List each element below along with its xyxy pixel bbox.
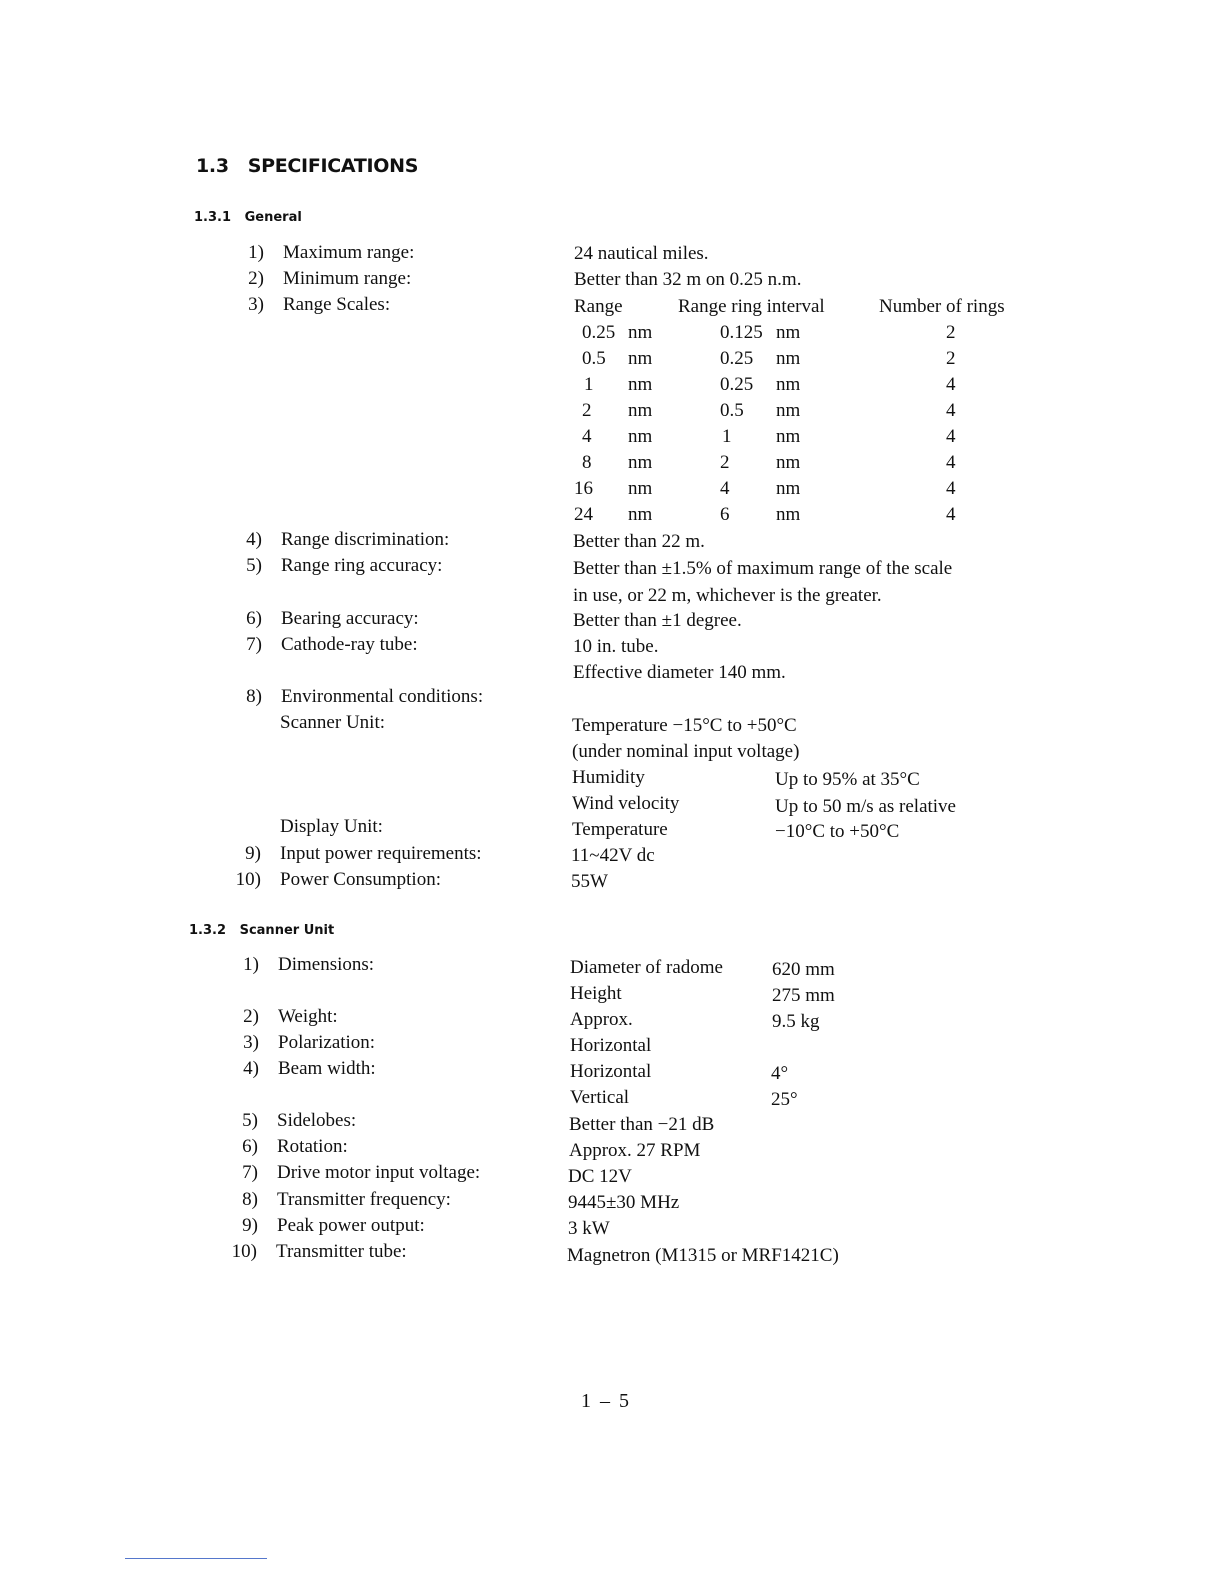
subsection-scanner-heading xyxy=(189,923,334,938)
spec-value: 24 nautical miles. xyxy=(574,243,709,264)
spec-label: Polarization: xyxy=(278,1032,376,1053)
table-cell-interval-unit: nm xyxy=(776,426,801,447)
spec-value: 11~42V dc xyxy=(571,845,655,866)
table-cell-range-unit: nm xyxy=(628,374,653,395)
spec-label: Dimensions: xyxy=(278,954,375,975)
subsection-number: 1.3.1 xyxy=(194,210,232,225)
spec-label: Bearing accuracy: xyxy=(281,608,419,629)
item-number: 8) xyxy=(246,686,262,707)
item-number: 7) xyxy=(242,1162,258,1183)
table-cell-interval: 1 xyxy=(722,426,732,447)
table-cell-rings: 4 xyxy=(946,374,956,395)
table-cell-interval: 0.5 xyxy=(720,400,744,421)
spec-label: Range Scales: xyxy=(283,294,391,315)
table-cell-range: 4 xyxy=(582,426,592,447)
item-number: 4) xyxy=(243,1058,259,1079)
table-cell-rings: 4 xyxy=(946,426,956,447)
spec-label: Rotation: xyxy=(277,1136,348,1157)
table-cell-rings: 2 xyxy=(946,348,956,369)
page-number: 1 – 5 xyxy=(581,1390,631,1412)
table-cell-interval: 6 xyxy=(720,504,730,525)
item-number: 9) xyxy=(242,1215,258,1236)
item-number: 2) xyxy=(248,268,264,289)
table-cell-range: 2 xyxy=(582,400,592,421)
spec-value: Approx. xyxy=(570,1009,633,1030)
table-cell-rings: 4 xyxy=(946,478,956,499)
section-number: 1.3 xyxy=(196,155,229,177)
spec-value: 9445±30 MHz xyxy=(568,1192,680,1213)
spec-extra: 275 mm xyxy=(772,985,835,1006)
table-cell-range-unit: nm xyxy=(628,426,653,447)
table-cell-rings: 4 xyxy=(946,400,956,421)
spec-value: Better than 32 m on 0.25 n.m. xyxy=(574,269,802,290)
item-number: 1) xyxy=(243,954,259,975)
spec-label: Peak power output: xyxy=(277,1215,425,1236)
spec-value: 10 in. tube. xyxy=(573,636,659,657)
table-cell-interval-unit: nm xyxy=(776,478,801,499)
item-number: 10) xyxy=(231,1241,257,1262)
table-cell-range-unit: nm xyxy=(628,400,653,421)
spec-label: Transmitter frequency: xyxy=(277,1189,451,1210)
item-number: 4) xyxy=(246,529,262,550)
spec-label: Maximum range: xyxy=(283,242,415,263)
table-cell-rings: 4 xyxy=(946,452,956,473)
table-cell-interval: 4 xyxy=(720,478,730,499)
item-number: 6) xyxy=(242,1136,258,1157)
spec-label: Range discrimination: xyxy=(281,529,450,550)
table-cell-interval-unit: nm xyxy=(776,400,801,421)
item-number: 7) xyxy=(246,634,262,655)
section-title: SPECIFICATIONS xyxy=(247,155,419,177)
table-header-interval: Range ring interval xyxy=(678,296,825,317)
spec-value: Vertical xyxy=(570,1087,630,1108)
spec-value: Diameter of radome xyxy=(570,957,723,978)
spec-label: Cathode-ray tube: xyxy=(281,634,418,655)
spec-value-continued: in use, or 22 m, whichever is the greater. xyxy=(573,585,882,606)
spec-label: Drive motor input voltage: xyxy=(277,1162,481,1183)
subsection-general-heading xyxy=(194,210,302,225)
item-number: 5) xyxy=(246,555,262,576)
spec-label: Range ring accuracy: xyxy=(281,555,443,576)
env-wind-value: Up to 50 m/s as relative xyxy=(775,796,956,817)
table-cell-range-unit: nm xyxy=(628,452,653,473)
env-humidity-label: Humidity xyxy=(572,767,645,788)
subsection-title: Scanner Unit xyxy=(239,923,335,938)
spec-value: Height xyxy=(570,983,622,1004)
spec-value: Better than 22 m. xyxy=(573,531,705,552)
spec-label: Weight: xyxy=(278,1006,338,1027)
table-cell-range: 24 xyxy=(574,504,593,525)
table-cell-range-unit: nm xyxy=(628,348,653,369)
item-number: 3) xyxy=(243,1032,259,1053)
bottom-divider xyxy=(125,1558,267,1559)
env-display-temperature-value: −10°C to +50°C xyxy=(775,821,900,842)
table-header-range: Range xyxy=(574,296,623,317)
table-cell-interval: 0.25 xyxy=(720,374,754,395)
spec-value: Magnetron (M1315 or MRF1421C) xyxy=(567,1245,839,1266)
spec-value: 55W xyxy=(571,871,608,892)
spec-value: Approx. 27 RPM xyxy=(569,1140,701,1161)
spec-label: Environmental conditions: xyxy=(281,686,484,707)
table-cell-interval-unit: nm xyxy=(776,504,801,525)
table-cell-interval-unit: nm xyxy=(776,322,801,343)
table-cell-rings: 4 xyxy=(946,504,956,525)
env-scanner-temperature: Temperature −15°C to +50°C xyxy=(572,715,797,736)
item-number: 6) xyxy=(246,608,262,629)
env-scanner-label: Scanner Unit: xyxy=(280,712,386,733)
spec-value: Horizontal xyxy=(570,1035,652,1056)
env-humidity-value: Up to 95% at 35°C xyxy=(775,769,920,790)
spec-label: Transmitter tube: xyxy=(276,1241,407,1262)
table-cell-range-unit: nm xyxy=(628,504,653,525)
table-cell-interval-unit: nm xyxy=(776,348,801,369)
table-cell-range-unit: nm xyxy=(628,322,653,343)
item-number: 10) xyxy=(235,869,261,890)
table-cell-range: 1 xyxy=(584,374,594,395)
spec-label: Input power requirements: xyxy=(280,843,482,864)
subsection-number: 1.3.2 xyxy=(189,923,227,938)
spec-value: Horizontal xyxy=(570,1061,652,1082)
table-cell-range: 8 xyxy=(582,452,592,473)
spec-value-continued: Effective diameter 140 mm. xyxy=(573,662,786,683)
section-heading xyxy=(196,155,418,177)
table-cell-range: 0.25 xyxy=(582,322,616,343)
spec-label: Sidelobes: xyxy=(277,1110,357,1131)
table-cell-rings: 2 xyxy=(946,322,956,343)
item-number: 5) xyxy=(242,1110,258,1131)
table-cell-interval-unit: nm xyxy=(776,374,801,395)
spec-value: 3 kW xyxy=(568,1218,610,1239)
spec-extra: 9.5 kg xyxy=(772,1011,820,1032)
table-cell-range: 0.5 xyxy=(582,348,606,369)
table-header-rings: Number of rings xyxy=(879,296,1005,317)
item-number: 3) xyxy=(248,294,264,315)
table-cell-interval: 0.125 xyxy=(720,322,763,343)
subsection-title: General xyxy=(244,210,302,225)
env-display-label: Display Unit: xyxy=(280,816,383,837)
spec-value: Better than ±1 degree. xyxy=(573,610,742,631)
table-cell-interval-unit: nm xyxy=(776,452,801,473)
table-cell-range-unit: nm xyxy=(628,478,653,499)
table-cell-interval: 2 xyxy=(720,452,730,473)
item-number: 9) xyxy=(245,843,261,864)
item-number: 8) xyxy=(242,1189,258,1210)
env-display-temperature-label: Temperature xyxy=(572,819,668,840)
item-number: 2) xyxy=(243,1006,259,1027)
spec-extra: 25° xyxy=(771,1089,798,1110)
spec-value: Better than −21 dB xyxy=(569,1114,715,1135)
spec-value: DC 12V xyxy=(568,1166,632,1187)
env-wind-label: Wind velocity xyxy=(572,793,680,814)
spec-extra: 620 mm xyxy=(772,959,835,980)
spec-label: Minimum range: xyxy=(283,268,412,289)
spec-extra: 4° xyxy=(771,1063,789,1084)
table-cell-interval: 0.25 xyxy=(720,348,754,369)
spec-value: Better than ±1.5% of maximum range of the scale xyxy=(573,558,953,579)
env-scanner-temperature-note: (under nominal input voltage) xyxy=(572,741,800,762)
table-cell-range: 16 xyxy=(574,478,593,499)
item-number: 1) xyxy=(248,242,264,263)
spec-label: Beam width: xyxy=(278,1058,376,1079)
spec-label: Power Consumption: xyxy=(280,869,441,890)
